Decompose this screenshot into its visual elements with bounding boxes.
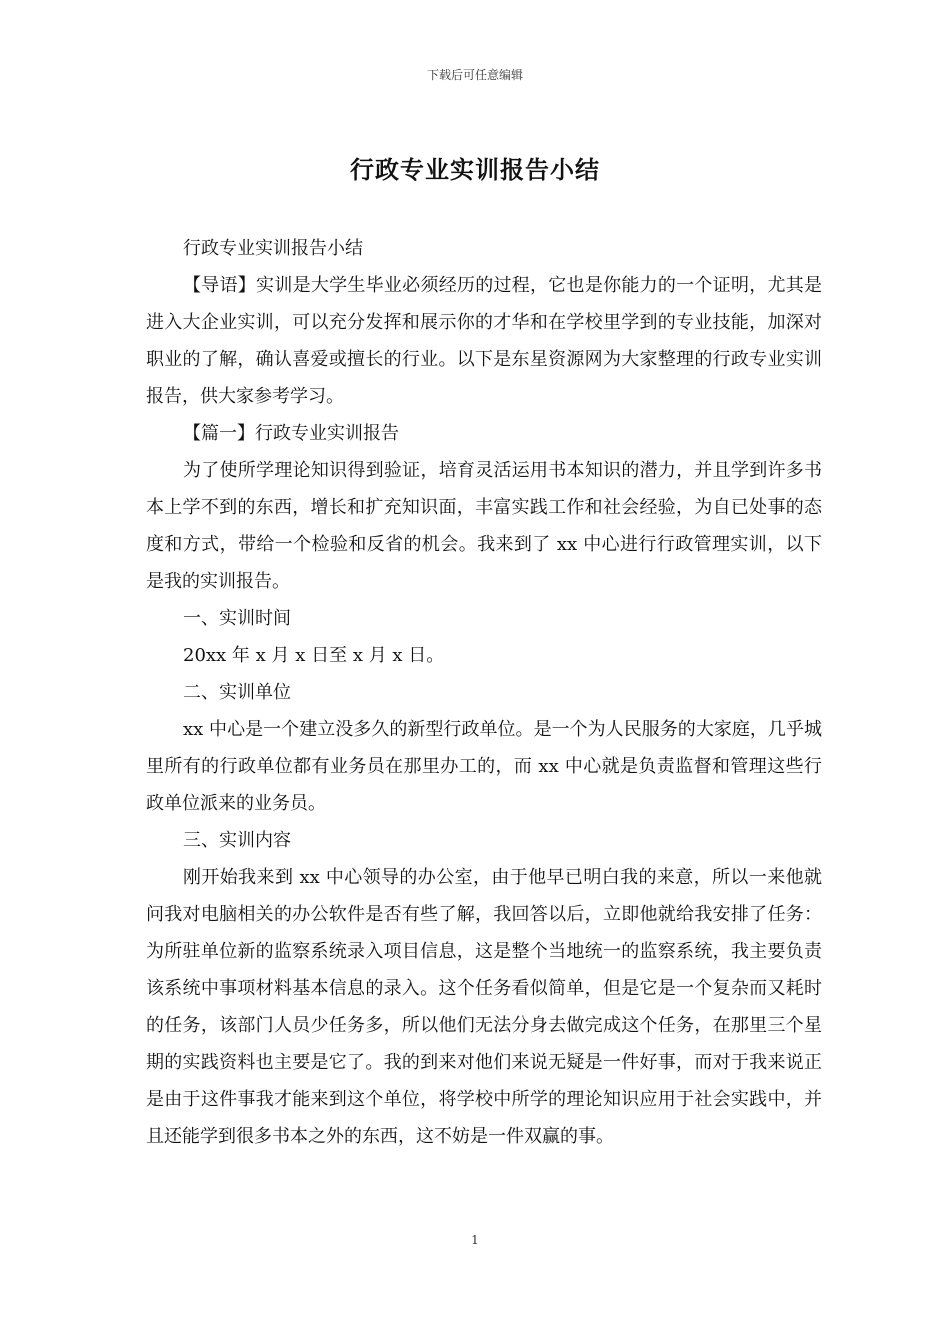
page-number: 1	[471, 1233, 479, 1247]
section-heading-unit: 二、实训单位	[183, 682, 291, 703]
paragraph-subtitle: 行政专业实训报告小结	[183, 238, 363, 259]
paragraph-purpose: 为了使所学理论知识得到验证，培育灵活运用书本知识的潜力，并且学到许多书本上学不到的东西，增长和扩充知识面，丰富实践工作和社会经验，为自已处事的态度和方式，带给一个检验和反省的机会。我来到了 xx 中心进行行政管理实训，以下是我的实训报告。	[146, 460, 822, 592]
page-header-note: 下载后可任意编辑	[426, 68, 523, 82]
document-body	[146, 230, 822, 1155]
section-heading-content: 三、实训内容	[183, 830, 291, 851]
paragraph-content: 刚开始我来到 xx 中心领导的办公室，由于他早已明白我的来意，所以一来他就问我对电脑相关的办公软件是否有些了解，我回答以后，立即他就给我安排了任务：为所驻单位新的监察系统录入项目信息，这是整个当地统一的监察系统，我主要负责该系统中事项材料基本信息的录入。这个任务看似简单，但是它是一个复杂而又耗时的任务，该部门人员少任务多，所以他们无法分身去做完成这个任务，在那里三个星期的实践资料也主要是它了。我的到来对他们来说无疑是一件好事，而对于我来说正是由于这件事我才能来到这个单位，将学校中所学的理论知识应用于社会实践中，并且还能学到很多书本之外的东西，这不妨是一件双赢的事。	[146, 867, 822, 1147]
document-title: 行政专业实训报告小结	[350, 155, 600, 184]
section-heading-time: 一、实训时间	[183, 608, 291, 629]
paragraph-time: 20xx 年 x 月 x 日至 x 月 x 日。	[183, 645, 445, 666]
paragraph-unit: xx 中心是一个建立没多久的新型行政单位。是一个为人民服务的大家庭，几乎城里所有的行政单位都有业务员在那里办工的，而 xx 中心就是负责监督和管理这些行政单位派来的业务员。	[146, 719, 822, 814]
paragraph-intro: 【导语】实训是大学生毕业必须经历的过程，它也是你能力的一个证明，尤其是进入大企业实训，可以充分发挥和展示你的才华和在学校里学到的专业技能，加深对职业的了解，确认喜爱或擅长的行业。以下是东星资源网为大家整理的行政专业实训报告，供大家参考学习。	[146, 275, 822, 407]
section-heading-part-one: 【篇一】行政专业实训报告	[183, 423, 399, 444]
